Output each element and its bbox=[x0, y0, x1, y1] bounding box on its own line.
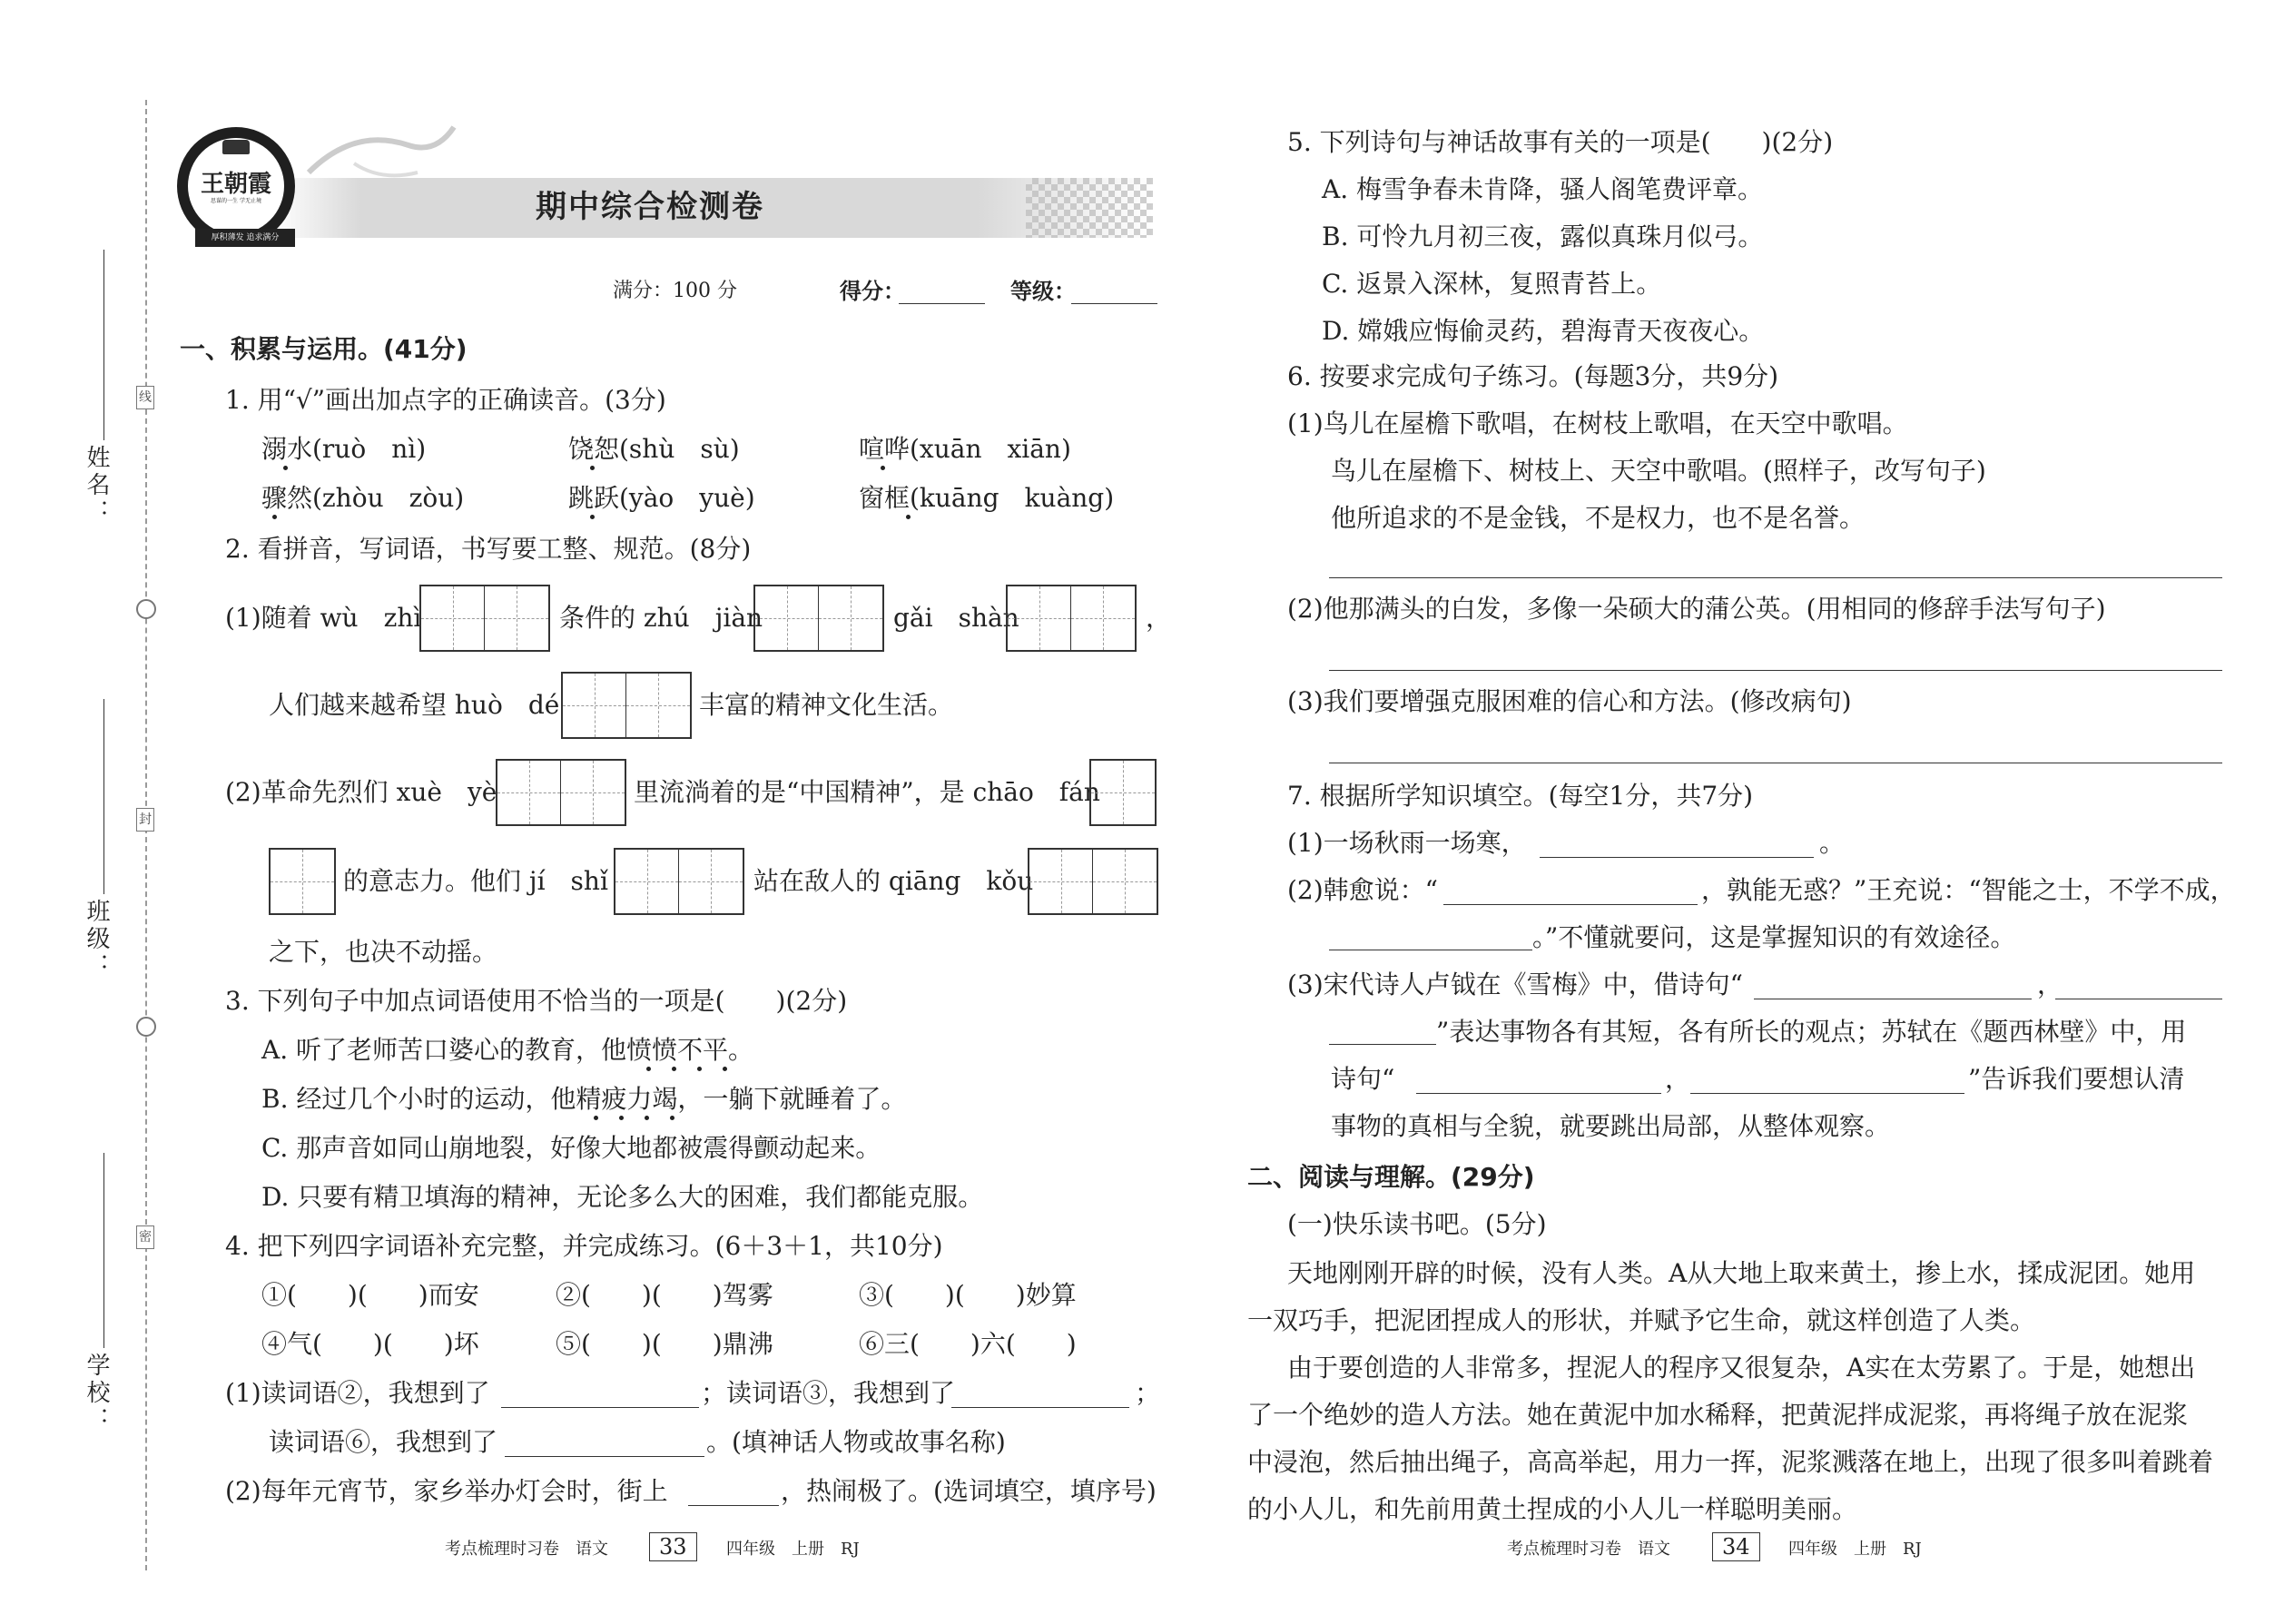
emphasis-dot bbox=[594, 1116, 598, 1120]
emphasis-dot bbox=[590, 466, 595, 470]
writing-grid[interactable] bbox=[496, 759, 626, 826]
q5-option-d[interactable]: D. 嫦娥应悔偷灵药，碧海青天夜夜心。 bbox=[1322, 316, 1765, 346]
q2-1-text: (1)随着 wù zhì bbox=[225, 603, 422, 633]
q6-2-text: (2)他那满头的白发，多像一朵硕大的蒲公英。(用相同的修辞手法写句子) bbox=[1287, 594, 2106, 624]
passage-line: 的小人儿，和先前用黄土捏成的小人儿一样聪明美丽。 bbox=[1247, 1494, 1858, 1524]
q4-1-text: ； bbox=[1135, 1378, 1161, 1408]
logo-subtitle: 思谋的一生 学无止境 bbox=[211, 198, 261, 204]
q7-3-text: 诗句“ bbox=[1331, 1064, 1395, 1094]
q3-prompt: 3. 下列句子中加点词语使用不恰当的一项是( )(2分) bbox=[225, 986, 848, 1016]
writing-grid[interactable] bbox=[561, 672, 692, 739]
q7-2-text: (2)韩愈说：“ bbox=[1287, 875, 1438, 905]
answer-line[interactable] bbox=[1329, 1044, 1436, 1045]
q7-3-text: 事物的真相与全貌，就要跳出局部，从整体观察。 bbox=[1331, 1111, 1891, 1141]
q1-prompt: 1. 用“√”画出加点字的正确读音。(3分) bbox=[225, 385, 666, 415]
q2-1-text: ， bbox=[1146, 603, 1172, 633]
school-label: 学校： bbox=[83, 1353, 110, 1434]
emphasis-dot bbox=[670, 1116, 674, 1120]
emphasis-dot bbox=[619, 1116, 624, 1120]
q4-idiom[interactable]: ③( )( )妙算 bbox=[859, 1280, 1077, 1310]
answer-line[interactable] bbox=[505, 1456, 704, 1457]
writing-grid[interactable] bbox=[1089, 759, 1157, 826]
q4-2-text: ，热闹极了。(选词填空，填序号) bbox=[781, 1476, 1157, 1506]
logo-badge bbox=[177, 127, 295, 245]
q4-1-text: ；读词语③，我想到了 bbox=[701, 1378, 956, 1408]
answer-line[interactable] bbox=[1329, 577, 2222, 578]
emphasis-dot bbox=[881, 466, 885, 470]
q4-1-text: 。(填神话人物或故事名称) bbox=[706, 1427, 1006, 1457]
passage-line: 天地刚刚开辟的时候，没有人类。A从大地上取来黄土，掺上水，揉成泥团。她用 bbox=[1287, 1258, 2196, 1288]
grade-field[interactable] bbox=[1071, 303, 1157, 304]
score-field[interactable] bbox=[899, 303, 985, 304]
school-write-line[interactable] bbox=[103, 1153, 104, 1348]
answer-line[interactable] bbox=[688, 1505, 779, 1506]
score-label: 得分： bbox=[840, 279, 905, 304]
q4-1-text: 读词语⑥，我想到了 bbox=[269, 1427, 498, 1457]
page-number: 34 bbox=[1712, 1532, 1760, 1561]
q4-idiom[interactable]: ①( )( )而安 bbox=[261, 1280, 479, 1310]
q6-3-text: (3)我们要增强克服困难的信心和方法。(修改病句) bbox=[1287, 686, 1852, 716]
seal-line-marker: 线 bbox=[136, 386, 154, 409]
crown-icon bbox=[222, 140, 250, 154]
q1-option[interactable]: 骤然(zhòu zòu) bbox=[261, 483, 465, 513]
q4-1-text: (1)读词语②，我想到了 bbox=[225, 1378, 490, 1408]
passage-line: 一双巧手，把泥团捏成人的形状，并赋予它生命，就这样创造了人类。 bbox=[1247, 1305, 2036, 1335]
q5-option-c[interactable]: C. 返景入深林，复照青苔上。 bbox=[1322, 269, 1662, 299]
q2-prompt: 2. 看拼音，写词语，书写要工整、规范。(8分) bbox=[225, 534, 752, 564]
emphasis-dot bbox=[590, 515, 595, 519]
answer-line[interactable] bbox=[1540, 857, 1814, 858]
logo-text: 王朝霞 bbox=[200, 171, 271, 198]
binding-ring-icon bbox=[136, 1017, 156, 1037]
writing-grid[interactable] bbox=[1006, 585, 1137, 652]
emphasis-dot bbox=[645, 1116, 649, 1120]
q1-option[interactable]: 窗框(kuāng kuàng) bbox=[859, 483, 1115, 513]
q3-option-b[interactable]: B. 经过几个小时的运动，他精疲力竭，一躺下就睡着了。 bbox=[261, 1084, 907, 1114]
writing-grid[interactable] bbox=[753, 585, 884, 652]
q6-1-text: 鸟儿在屋檐下、树枝上、天空中歌唱。(照样子，改写句子) bbox=[1331, 456, 1986, 486]
emphasis-dot bbox=[272, 515, 277, 519]
q7-3-text: ”表达事物各有其短，各有所长的观点；苏轼在《题西林壁》中，用 bbox=[1436, 1017, 2187, 1047]
answer-line[interactable] bbox=[1329, 670, 2222, 671]
q5-prompt: 5. 下列诗句与神话故事有关的一项是( )(2分) bbox=[1287, 127, 1834, 157]
q5-option-a[interactable]: A. 梅雪争春未肯降，骚人阁笔费评章。 bbox=[1322, 174, 1764, 204]
footer-book: 考点梳理时习卷 语文 bbox=[445, 1540, 608, 1559]
answer-line[interactable] bbox=[951, 1407, 1129, 1408]
emphasis-dot bbox=[906, 515, 911, 519]
q7-2-text: 。”不懂就要问，这是掌握知识的有效途径。 bbox=[1532, 922, 2016, 952]
q4-idiom[interactable]: ⑤( )( )鼎沸 bbox=[556, 1329, 773, 1359]
q2-2-text: 之下，也决不动摇。 bbox=[269, 937, 498, 967]
q2-2-text: (2)革命先烈们 xuè yè bbox=[225, 777, 497, 807]
q4-prompt: 4. 把下列四字词语补充完整，并完成练习。(6＋3＋1，共10分) bbox=[225, 1231, 943, 1261]
q2-2-text: 里流淌着的是“中国精神”，是 chāo fán bbox=[634, 777, 1100, 807]
q5-option-b[interactable]: B. 可怜九月初三夜，露似真珠月似弓。 bbox=[1322, 221, 1764, 251]
q1-option[interactable]: 溺水(ruò nì) bbox=[261, 434, 427, 464]
q7-prompt: 7. 根据所学知识填空。(每空1分，共7分) bbox=[1287, 781, 1754, 811]
answer-line[interactable] bbox=[1690, 1093, 1964, 1094]
section-2-heading: 二、阅读与理解。(29分) bbox=[1247, 1162, 1535, 1192]
q7-3-text: ， bbox=[2037, 969, 2063, 999]
q7-3-text: ， bbox=[1665, 1064, 1691, 1094]
writing-grid[interactable] bbox=[614, 848, 744, 915]
reading-1-heading: (一)快乐读书吧。(5分) bbox=[1287, 1209, 1547, 1239]
q1-option[interactable]: 饶恕(shù sù) bbox=[568, 434, 740, 464]
q7-3-text: (3)宋代诗人卢钺在《雪梅》中，借诗句“ bbox=[1287, 969, 1743, 999]
emphasis-dot bbox=[646, 1067, 651, 1071]
q6-1-text: 他所追求的不是金钱，不是权力，也不是名誉。 bbox=[1331, 503, 1866, 533]
writing-grid[interactable] bbox=[269, 848, 336, 915]
passage-line: 了一个绝妙的造人方法。她在黄泥中加水稀释，把黄泥拌成泥浆，再将绳子放在泥浆 bbox=[1247, 1400, 2189, 1430]
q3-option-a[interactable]: A. 听了老师苦口婆心的教育，他愤愤不平。 bbox=[261, 1035, 754, 1065]
writing-grid[interactable] bbox=[419, 585, 550, 652]
q1-option[interactable]: 喧哗(xuān xiān) bbox=[859, 434, 1071, 464]
q4-idiom[interactable]: ⑥三( )六( ) bbox=[859, 1329, 1077, 1359]
q3-option-d[interactable]: D. 只要有精卫填海的精神，无论多么大的困难，我们都能克服。 bbox=[261, 1182, 984, 1212]
footer-book: 考点梳理时习卷 语文 bbox=[1507, 1540, 1670, 1559]
passage-line: 中浸泡，然后抽出绳子，高高举起，用力一挥，泥浆溅落在地上，出现了很多叫着跳着 bbox=[1247, 1447, 2214, 1477]
q2-1-text: gǎi shàn bbox=[893, 603, 1019, 633]
q2-1-text: 条件的 zhú jiàn bbox=[559, 603, 763, 633]
seal-seal-marker: 封 bbox=[136, 808, 154, 832]
name-label: 姓名： bbox=[83, 445, 110, 527]
answer-line[interactable] bbox=[501, 1407, 699, 1408]
answer-line[interactable] bbox=[1443, 904, 1698, 905]
class-write-line[interactable] bbox=[103, 699, 104, 894]
q2-1-text: 人们越来越希望 huò dé bbox=[269, 690, 560, 720]
q6-prompt: 6. 按要求完成句子练习。(每题3分，共9分) bbox=[1287, 361, 1779, 391]
title-checker-pattern bbox=[1026, 178, 1153, 238]
ribbon-decoration-icon bbox=[300, 109, 463, 191]
full-score-label: 满分：100 分 bbox=[613, 280, 737, 302]
name-write-line[interactable] bbox=[103, 250, 104, 440]
binding-ring-icon bbox=[136, 599, 156, 619]
emphasis-dot bbox=[697, 1067, 702, 1071]
q2-2-text: 的意志力。他们 jí shǐ bbox=[343, 866, 608, 896]
q6-1-text: (1)鸟儿在屋檐下歌唱，在树枝上歌唱，在天空中歌唱。 bbox=[1287, 408, 1908, 438]
q2-2-text: 站在敌人的 qiāng kǒu bbox=[753, 866, 1034, 896]
q3-option-c[interactable]: C. 那声音如同山崩地裂，好像大地都被震得颤动起来。 bbox=[261, 1133, 881, 1163]
section-1-heading: 一、积累与运用。(41分) bbox=[180, 334, 468, 364]
q2-1-text: 丰富的精神文化生活。 bbox=[699, 690, 954, 720]
emphasis-dot bbox=[672, 1067, 676, 1071]
q1-option[interactable]: 跳跃(yào yuè) bbox=[568, 483, 755, 513]
q4-idiom[interactable]: ②( )( )驾雾 bbox=[556, 1280, 773, 1310]
page-title: 期中综合检测卷 bbox=[536, 189, 764, 225]
logo-ribbon: 厚积薄发 追求满分 bbox=[195, 229, 295, 247]
passage-line: 由于要创造的人非常多，捏泥人的程序又很复杂，A实在太劳累了。于是，她想出 bbox=[1287, 1353, 2196, 1383]
q4-2-text: (2)每年元宵节，家乡举办灯会时，街上 bbox=[225, 1476, 668, 1506]
emphasis-dot bbox=[723, 1067, 727, 1071]
footer-grade: 四年级 上册 RJ bbox=[726, 1540, 860, 1559]
q7-3-text: ”告诉我们要想认清 bbox=[1968, 1064, 2185, 1094]
page-number: 33 bbox=[649, 1532, 697, 1561]
q7-2-text: ，孰能无惑？”王充说：“智能之士，不学不成， bbox=[1701, 875, 2236, 905]
answer-line[interactable] bbox=[1416, 1093, 1661, 1094]
q7-1-text: (1)一场秋雨一场寒， bbox=[1287, 828, 1527, 858]
q7-1-text: 。 bbox=[1819, 828, 1846, 858]
q4-idiom[interactable]: ④气( )( )坏 bbox=[261, 1329, 479, 1359]
footer-grade: 四年级 上册 RJ bbox=[1788, 1540, 1922, 1559]
class-label: 班级： bbox=[83, 899, 110, 980]
binding-dotted-line bbox=[145, 100, 147, 1570]
emphasis-dot bbox=[283, 466, 288, 470]
grade-label: 等级： bbox=[1010, 279, 1076, 304]
seal-secret-marker: 密 bbox=[136, 1225, 154, 1249]
writing-grid[interactable] bbox=[1028, 848, 1158, 915]
